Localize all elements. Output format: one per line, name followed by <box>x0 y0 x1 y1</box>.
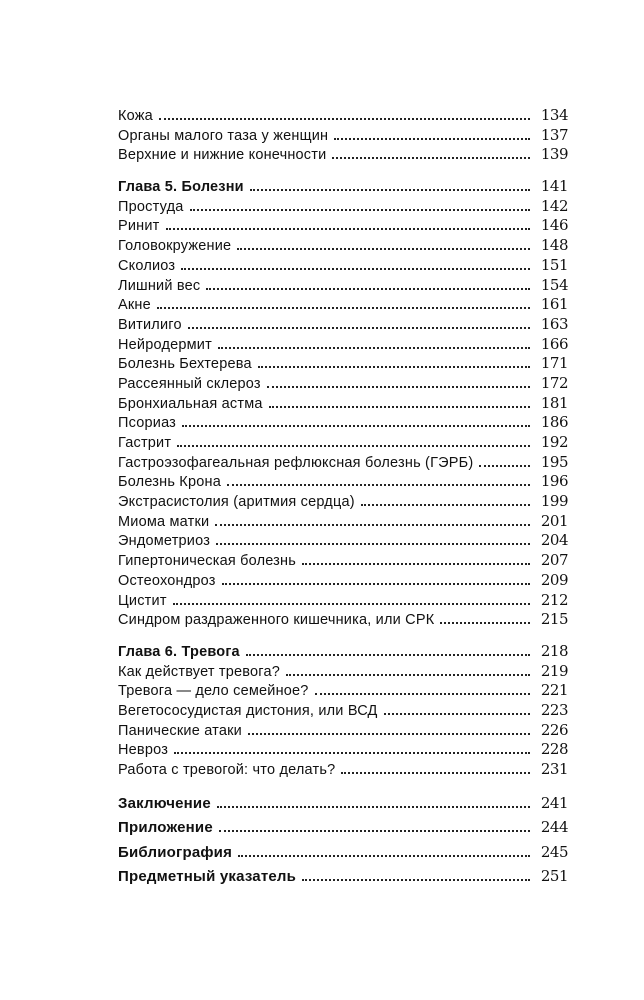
toc-entry-title: Невроз <box>118 742 169 759</box>
toc-entry-title: Вегетососудистая дистония, или ВСД <box>118 702 378 719</box>
toc-entry-page: 166 <box>540 334 568 353</box>
toc-entry[interactable] <box>118 333 568 353</box>
toc-section-page: 244 <box>540 818 568 837</box>
toc-section-bibliography[interactable] <box>118 841 568 866</box>
toc-entry[interactable] <box>118 549 568 569</box>
toc-section-page: 251 <box>540 867 568 886</box>
toc-section-appendix[interactable] <box>118 816 568 841</box>
toc-entry-page: 212 <box>540 590 568 609</box>
toc-entry-limbs[interactable] <box>118 143 568 163</box>
toc-entry[interactable] <box>118 719 568 739</box>
toc-entry[interactable] <box>118 529 568 549</box>
toc-leader-dots <box>302 549 530 565</box>
toc-section-page: 245 <box>540 842 568 861</box>
toc-entry-title: Витилиго <box>118 316 182 333</box>
toc-entry[interactable] <box>118 470 568 490</box>
toc-entry[interactable] <box>118 608 568 628</box>
toc-entry-page: 148 <box>540 236 568 255</box>
toc-entry-title: Гастрит <box>118 435 172 451</box>
toc-entry-page: 154 <box>540 275 568 294</box>
toc-leader-dots <box>315 679 530 695</box>
toc-entry[interactable] <box>118 392 568 412</box>
toc-entry-title: Сколиоз <box>118 257 176 274</box>
toc-entry[interactable] <box>118 293 568 313</box>
toc-entry-title: Как действует тревога? <box>118 663 280 680</box>
toc-chapter-5-heading[interactable] <box>118 175 568 195</box>
toc-entry-page: 195 <box>540 452 568 471</box>
toc-entry-title: Тревога — дело семейное? <box>118 683 309 700</box>
toc-leader-dots <box>237 234 530 250</box>
toc-entry-page: 192 <box>540 433 568 451</box>
toc-entry-page: 204 <box>540 531 568 550</box>
toc-entry[interactable] <box>118 274 568 294</box>
toc-entry-title: Цистит <box>118 592 167 609</box>
toc-leader-dots <box>246 640 530 656</box>
toc-leader-dots <box>217 792 530 808</box>
toc-chapter-title: Глава 5. Болезни <box>118 179 244 196</box>
toc-entry-pelvic-organs[interactable] <box>118 124 568 144</box>
toc-entry-page: 201 <box>540 511 568 530</box>
toc-entry[interactable] <box>118 451 568 471</box>
toc-entry-title: Экстрасистолия (аритмия сердца) <box>118 494 355 511</box>
toc-entry-title: Псориаз <box>118 415 177 432</box>
toc-leader-dots <box>341 758 530 774</box>
toc-entry-title: Головокружение <box>118 238 232 255</box>
toc-section-title: Приложение <box>118 819 213 837</box>
toc-leader-dots <box>206 274 530 290</box>
toc-section-subject-index[interactable] <box>118 865 568 890</box>
toc-leader-dots <box>286 660 530 676</box>
toc-entry-title: Кожа <box>118 108 153 124</box>
toc-leader-dots <box>181 254 530 270</box>
toc-entry-page: 134 <box>540 106 568 124</box>
toc-entry[interactable] <box>118 234 568 254</box>
toc-entry-title: Работа с тревогой: что делать? <box>118 762 336 778</box>
toc-chapter-page: 141 <box>540 177 568 196</box>
toc-leader-dots <box>218 333 530 349</box>
toc-entry-page: 215 <box>540 610 568 629</box>
toc-entry[interactable] <box>118 313 568 333</box>
toc-entry-page: 199 <box>540 492 568 511</box>
toc-leader-dots <box>216 529 530 545</box>
toc-leader-dots <box>222 569 530 585</box>
toc-leader-dots <box>361 490 530 506</box>
toc-leader-dots <box>479 451 530 467</box>
toc-section-title: Библиография <box>118 843 233 861</box>
toc-entry[interactable] <box>118 411 568 431</box>
toc-entry[interactable] <box>118 372 568 392</box>
toc-entry[interactable] <box>118 660 568 680</box>
toc-leader-dots <box>159 104 530 120</box>
toc-leader-dots <box>190 195 531 211</box>
toc-leader-dots <box>177 431 530 447</box>
toc-section-conclusion[interactable] <box>118 792 568 817</box>
spacer <box>118 628 568 640</box>
toc-entry-title: Эндометриоз <box>118 533 211 550</box>
toc-leader-dots <box>219 816 530 832</box>
toc-entry-title: Органы малого таза у женщин <box>118 127 329 144</box>
toc-section-title: Предметный указатель <box>118 868 297 886</box>
toc-chapter-page: 218 <box>540 641 568 660</box>
toc-entry-page: 146 <box>540 216 568 235</box>
toc-entry-title: Миома матки <box>118 513 210 530</box>
toc-entry[interactable] <box>118 699 568 719</box>
toc-entry-title: Простуда <box>118 198 184 215</box>
toc-entry-title: Нейродермит <box>118 336 212 353</box>
toc-entry-title: Болезнь Крона <box>118 474 221 491</box>
toc-entry-title: Рассеянный склероз <box>118 375 261 392</box>
toc-leader-dots <box>248 719 530 735</box>
toc-entry[interactable] <box>118 490 568 510</box>
toc-entry-title: Гастроэзофагеальная рефлюксная болезнь (ГЭРБ) <box>118 454 474 471</box>
spacer <box>118 778 568 792</box>
toc-leader-dots <box>182 411 530 427</box>
toc-entry-page: 142 <box>540 196 568 215</box>
toc-entry[interactable] <box>118 254 568 274</box>
toc-entry-page: 139 <box>540 145 568 164</box>
toc-entry-page: 207 <box>540 551 568 570</box>
toc-entry-skin[interactable] <box>118 104 568 124</box>
spacer <box>118 163 568 175</box>
toc-entry-title: Бронхиальная астма <box>118 395 263 412</box>
toc-entry[interactable] <box>118 589 568 609</box>
toc-entry-page: 231 <box>540 760 568 778</box>
toc-entry-page: 172 <box>540 373 568 392</box>
toc-leader-dots <box>238 841 530 857</box>
toc-leader-dots <box>384 699 530 715</box>
toc-entry-page: 171 <box>540 354 568 373</box>
toc-entry-page: 151 <box>540 255 568 274</box>
toc-leader-dots <box>215 510 530 526</box>
toc-entry[interactable] <box>118 510 568 530</box>
toc-entry-page: 221 <box>540 681 568 700</box>
toc-entry-title: Гипертоническая болезнь <box>118 553 296 570</box>
toc-leader-dots <box>269 392 530 408</box>
toc-entry[interactable] <box>118 569 568 589</box>
toc-entry-page: 163 <box>540 314 568 333</box>
toc-entry[interactable] <box>118 214 568 234</box>
toc-leader-dots <box>227 470 530 486</box>
toc-entry[interactable] <box>118 352 568 372</box>
toc-entry-title: Ринит <box>118 218 160 235</box>
toc-leader-dots <box>174 738 530 754</box>
toc-chapter-title: Глава 6. Тревога <box>118 643 240 660</box>
toc-entry-page: 181 <box>540 393 568 412</box>
toc-leader-dots <box>250 175 530 191</box>
toc-entry-title: Лишний вес <box>118 277 201 294</box>
toc-entry-title: Акне <box>118 297 151 314</box>
toc-entry-page: 219 <box>540 661 568 680</box>
toc-leader-dots <box>188 313 530 329</box>
toc-entry-page: 196 <box>540 472 568 491</box>
toc-entry-title: Панические атаки <box>118 722 242 739</box>
toc-entry-title: Синдром раздраженного кишечника, или СРК <box>118 612 435 629</box>
toc-leader-dots <box>157 293 530 309</box>
toc-entry[interactable] <box>118 679 568 699</box>
toc-section-title: Заключение <box>118 794 211 812</box>
toc-leader-dots <box>267 372 530 388</box>
toc-entry-page: 137 <box>540 125 568 144</box>
toc-leader-dots <box>173 589 530 605</box>
toc-leader-dots <box>334 124 530 140</box>
toc-leader-dots <box>302 865 530 881</box>
toc-entry[interactable] <box>118 431 568 451</box>
toc-entry-page: 161 <box>540 295 568 314</box>
toc-section-page: 241 <box>540 793 568 812</box>
toc-leader-dots <box>440 608 530 624</box>
toc-entry-page: 228 <box>540 740 568 759</box>
toc-entry-title: Остеохондроз <box>118 572 216 589</box>
table-of-contents <box>118 104 568 890</box>
toc-entry[interactable] <box>118 738 568 758</box>
toc-entry-title: Верхние и нижние конечности <box>118 147 327 164</box>
toc-entry-page: 226 <box>540 720 568 739</box>
toc-entry[interactable] <box>118 195 568 215</box>
toc-entry-page: 223 <box>540 700 568 719</box>
toc-entry[interactable] <box>118 758 568 778</box>
toc-entry-page: 209 <box>540 570 568 589</box>
toc-leader-dots <box>166 214 530 230</box>
toc-chapter-6-heading[interactable] <box>118 640 568 660</box>
toc-leader-dots <box>258 352 530 368</box>
toc-entry-page: 186 <box>540 413 568 432</box>
toc-entry-title: Болезнь Бехтерева <box>118 356 252 373</box>
toc-leader-dots <box>332 143 530 159</box>
